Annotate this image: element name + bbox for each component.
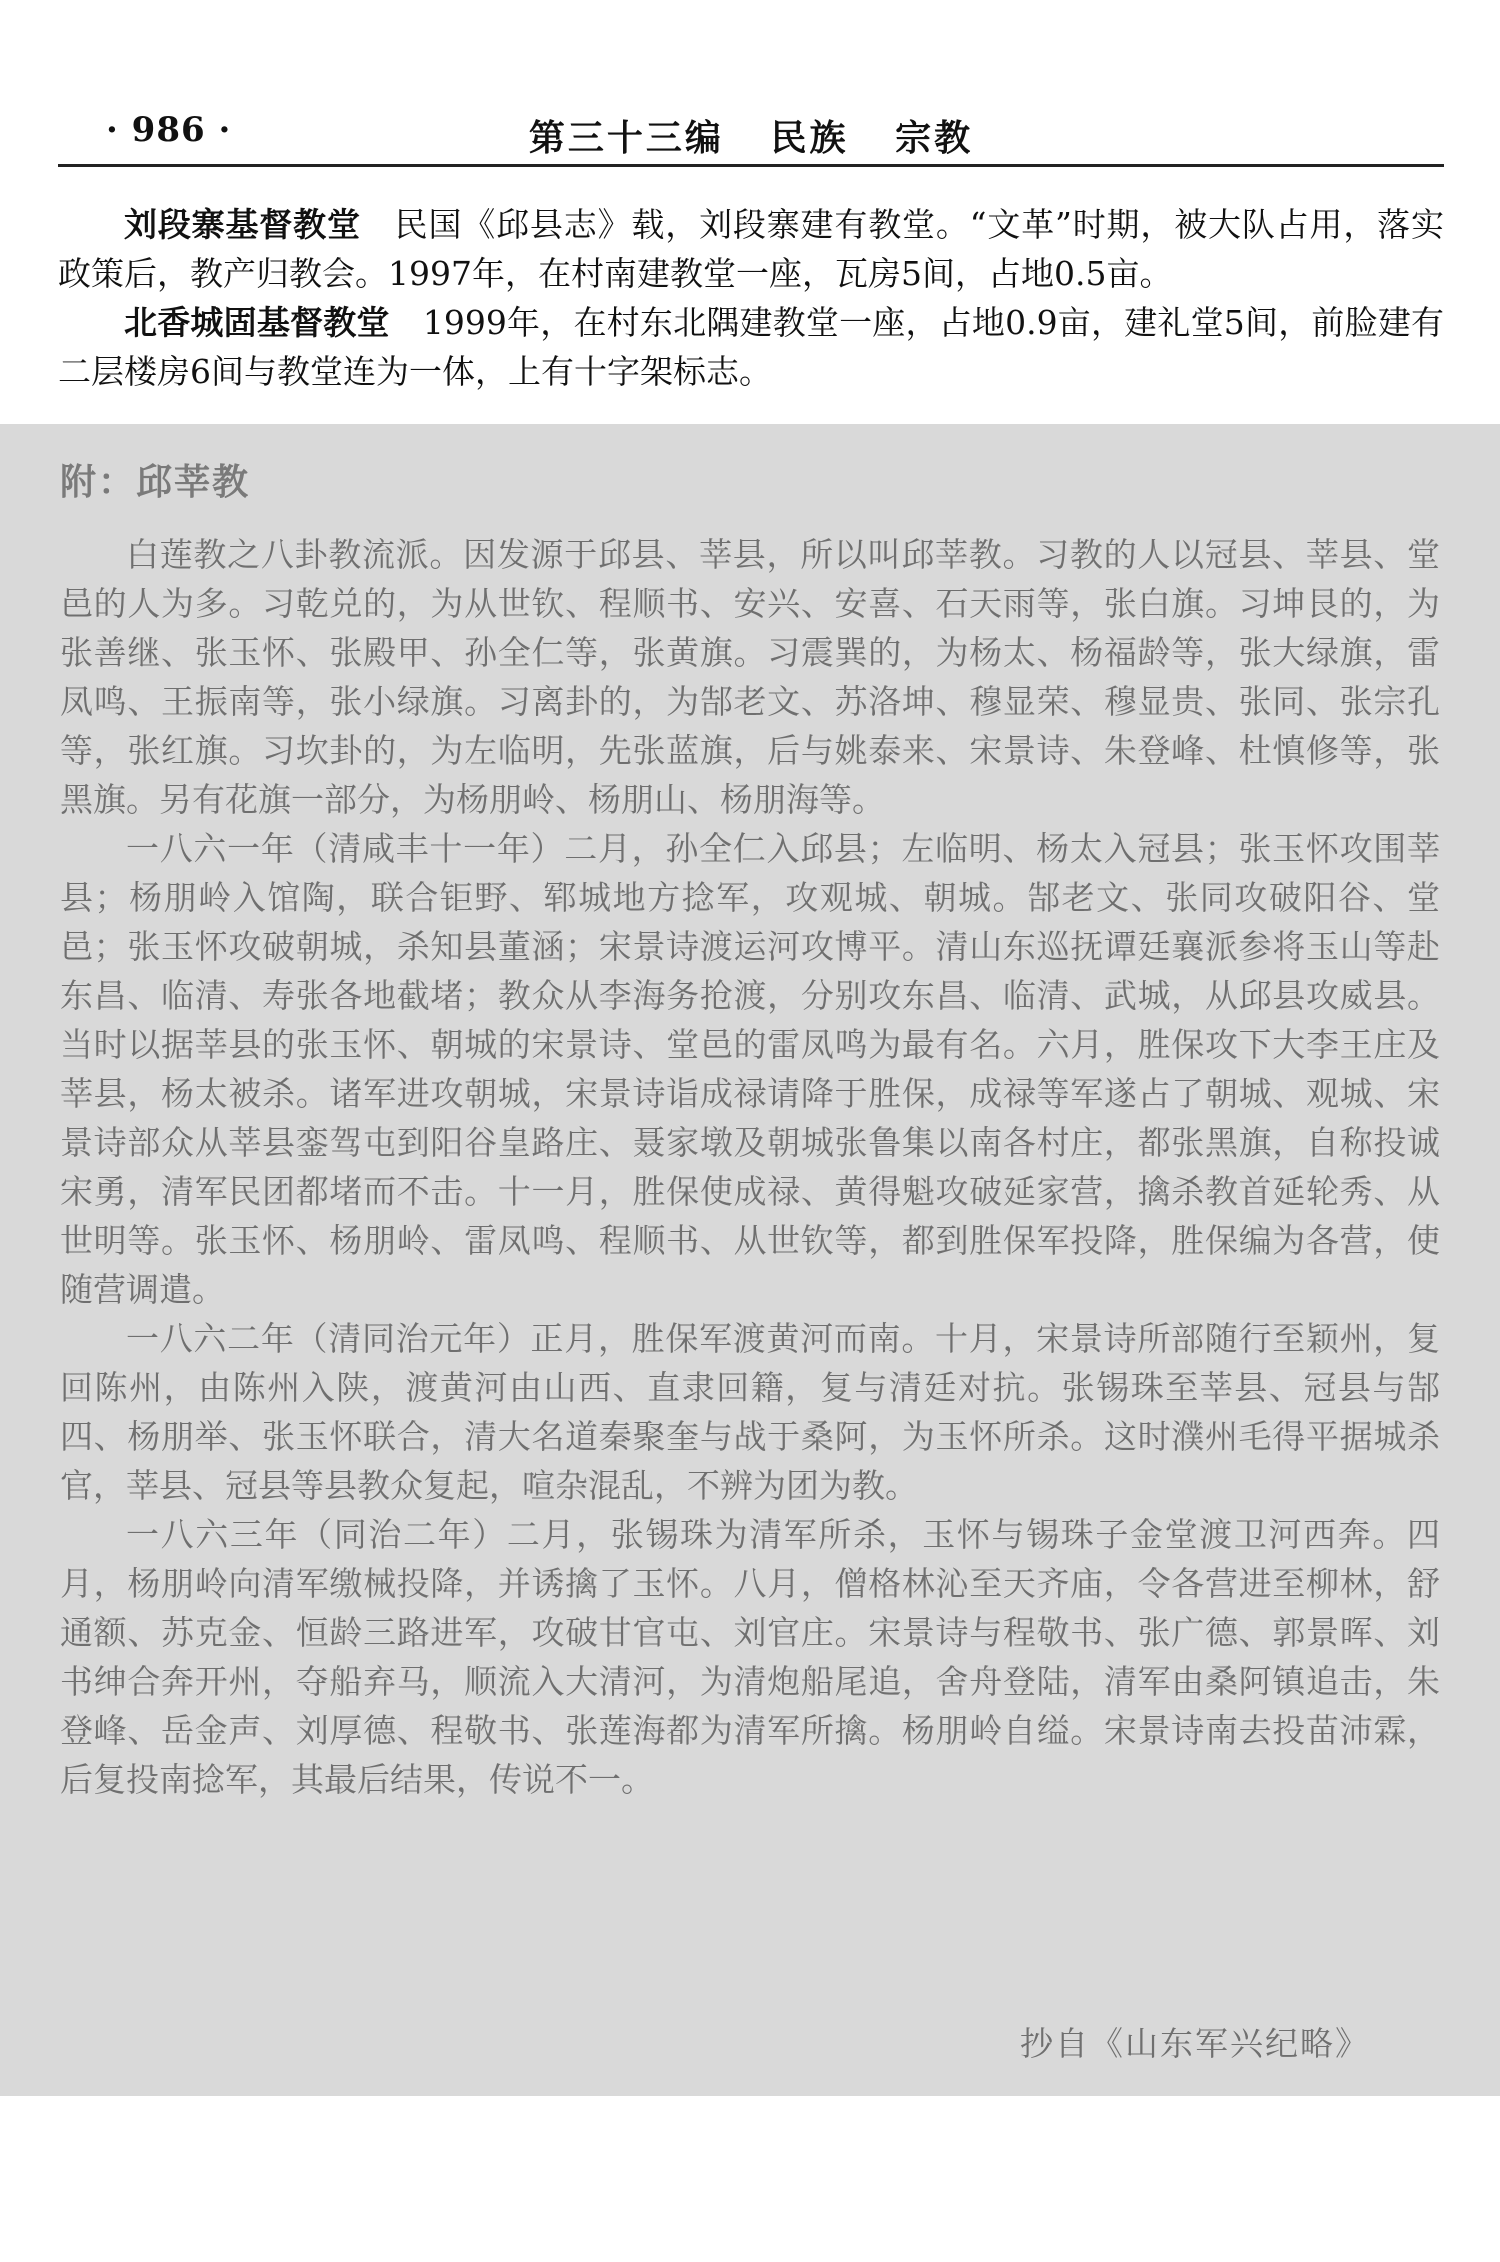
appendix-source: 抄自《山东军兴纪略》 xyxy=(1020,2024,1370,2063)
appendix-paragraph: 白莲教之八卦教流派。因发源于邱县、莘县，所以叫邱莘教。习教的人以冠县、莘县、堂邑的人为多。习乾兑的，为从世钦、程顺书、安兴、安喜、石天雨等，张白旗。习坤艮的，为张善继、张玉怀、张殿甲、孙全仁等，张黄旗。习震巽的，为杨太、杨福龄等，张大绿旗，雷凤鸣、王振南等，张小绿旗。习离卦的，为郜老文、苏洛坤、穆显荣、穆显贵、张同、张宗孔等，张红旗。习坎卦的，为左临明，先张蓝旗，后与姚泰来、宋景诗、朱登峰、杜慎修等，张黑旗。另有花旗一部分，为杨朋岭、杨朋山、杨朋海等。 xyxy=(60,535,1440,819)
appendix-paragraph: 一八六一年（清咸丰十一年）二月，孙全仁入邱县；左临明、杨太入冠县；张玉怀攻围莘县；杨朋岭入馆陶，联合钜野、郓城地方捻军，攻观城、朝城。郜老文、张同攻破阳谷、堂邑；张玉怀攻破朝城，杀知县董涵；宋景诗渡运河攻博平。清山东巡抚谭廷襄派参将玉山等赴东昌、临清、寿张各地截堵；教众从李海务抢渡，分别攻东昌、临清、武城，从邱县攻威县。当时以据莘县的张玉怀、朝城的宋景诗、堂邑的雷凤鸣为最有名。六月，胜保攻下大李王庄及莘县，杨太被杀。诸军进攻朝城，宋景诗诣成禄请降于胜保，成禄等军遂占了朝城、观城、宋景诗部众从莘县銮驾屯到阳谷皇路庄、聂家墩及朝城张鲁集以南各村庄，都张黑旗，自称投诚宋勇，清军民团都堵而不击。十一月，胜保使成禄、黄得魁攻破延家营，擒杀教首延轮秀、从世明等。张玉怀、杨朋岭、雷凤鸣、程顺书、从世钦等，都到胜保军投降，胜保编为各营，使随营调遣。 xyxy=(60,829,1440,1309)
entry-term: 刘段寨基督教堂 xyxy=(124,205,361,244)
page-header xyxy=(58,108,1444,167)
entry-text: 1999年，在村东北隅建教堂一座，占地0.9亩，建礼堂5间，前脸建有二层楼房6间与教堂连为一体，上有十字架标志。 xyxy=(58,303,1445,391)
main-text xyxy=(58,200,1444,396)
appendix-panel xyxy=(0,424,1500,2096)
running-title: 第三十三编 民族 宗教 xyxy=(528,117,974,159)
appendix-paragraph: 一八六二年（清同治元年）正月，胜保军渡黄河而南。十月，宋景诗所部随行至颖州，复回陈州，由陈州入陕，渡黄河由山西、直隶回籍，复与清廷对抗。张锡珠至莘县、冠县与郜四、杨朋举、张玉怀联合，清大名道秦聚奎与战于桑阿，为玉怀所杀。这时濮州毛得平据城杀官，莘县、冠县等县教众复起，喧杂混乱，不辨为团为教。 xyxy=(60,1319,1440,1505)
appendix-body xyxy=(60,530,1440,1804)
appendix-title: 附：邱莘教 xyxy=(60,462,251,503)
entry-paragraph xyxy=(58,298,1444,396)
appendix-paragraph: 一八六三年（同治二年）二月，张锡珠为清军所杀，玉怀与锡珠子金堂渡卫河西奔。四月，杨朋岭向清军缴械投降，并诱擒了玉怀。八月，僧格林沁至天齐庙，令各营进至柳林，舒通额、苏克金、恒龄三路进军，攻破甘官屯、刘官庄。宋景诗与程敬书、张广德、郭景晖、刘书绅合奔开州，夺船弃马，顺流入大清河，为清炮船尾追，舍舟登陆，清军由桑阿镇追击，朱登峰、岳金声、刘厚德、程敬书、张莲海都为清军所擒。杨朋岭自缢。宋景诗南去投苗沛霖，后复投南捻军，其最后结果，传说不一。 xyxy=(60,1515,1440,1799)
entry-paragraph xyxy=(58,200,1444,298)
entry-text: 民国《邱县志》载，刘段寨建有教堂。“文革”时期，被大队占用，落实政策后，教产归教会。1997年，在村南建教堂一座，瓦房5间，占地0.5亩。 xyxy=(58,205,1445,293)
page-number: · 986 · xyxy=(106,110,232,150)
entry-term: 北香城固基督教堂 xyxy=(124,303,390,342)
